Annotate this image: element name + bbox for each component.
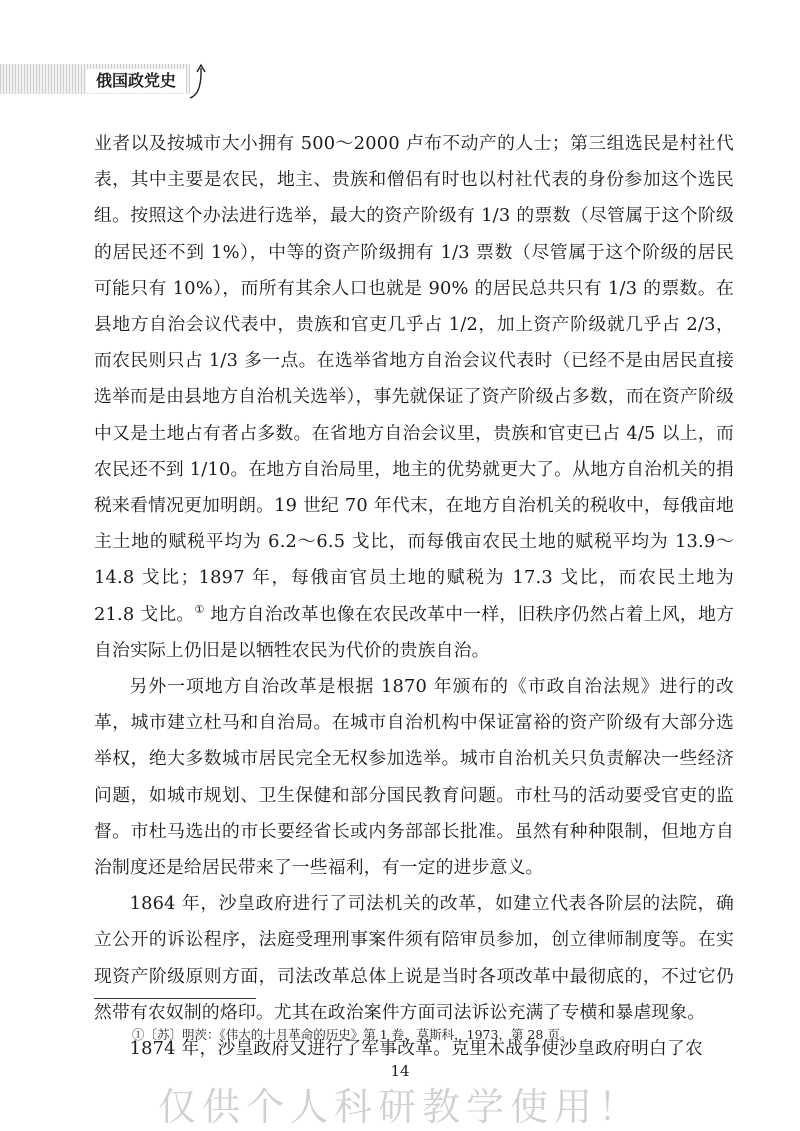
paragraph-1-text: 业者以及按城市大小拥有 500～2000 卢布不动产的人士；第三组选民是村社代表，其中主要是农民，地主、贵族和僧侣有时也以村社代表的身份参加这个选民组。按照这个办法进行选举，最大的资产阶级有 1/3 的票数（尽管属于这个阶级的居民还不到 1%），中等的资产阶级拥有 1/3 票数（尽管属于这个阶级的居民可能只有 10%），而所有其余人口也就是 90% 的居民总共只有 1/3 的票数。在县地方自治会议代表中，贵族和官吏几乎占 1/2，加上资产阶级就几乎占 2/3，而农民则只占 1/3 多一点。在选举省地方自治会议代表时（已经不是由居民直接选举而是由县地方自治机关选举），事先就保证了资产阶级占多数，而在资产阶级中又是土地占有者占多数。在省地方自治会议里，贵族和官吏已占 4/5 以上，而农民还不到 1/10。在地方自治局里，地主的优势就更大了。从地方自治机关的捐税来看情况更加明朗。19 世纪 70 年代末，在地方自治机关的税收中，每俄亩地主土地的赋税平均为 6.2～6.5 戈比，而每俄亩农民土地的赋税平均为 13.9～14.8 戈比；1897 年，每俄亩官员土地的赋税为 17.3 戈比，而农民土地为 21.8 戈比。 (94, 133, 734, 625)
footnote-marker: ① (194, 602, 205, 616)
footnote-divider (94, 998, 256, 999)
paragraph-3: 1864 年，沙皇政府进行了司法机关的改革，如建立代表各阶层的法院，确立公开的诉讼程序，法庭受理刑事案件须有陪审员参加，创立律师制度等。在实现资产阶级原则方面，司法改革总体上说是当时各项改革中最彻底的，不过它仍然带有农奴制的烙印。尤其在政治案件方面司法诉讼充满了专横和暴虐现象。 (94, 893, 734, 1023)
body-text (94, 126, 734, 1067)
paragraph-1 (94, 126, 734, 669)
footnote: ①〔苏〕明茨：《伟大的十月革命的历史》第 1 卷，莫斯科，1973，第 28 页。 (132, 1027, 573, 1042)
paragraph-4: 1874 年，沙皇政府又进行了军事改革。克里木战争使沙皇政府明白了农 (129, 1038, 703, 1060)
paragraph-2: 另外一项地方自治改革是根据 1870 年颁布的《市政自治法规》进行的改革，城市建立杜马和自治局。在城市自治机构中保证富裕的资产阶级有大部分选举权，绝大多数城市居民完全无权参加选举。城市自治机关只负责解决一些经济问题，如城市规划、卫生保健和部分国民教育问题。市杜马的活动要受官吏的监督。市杜马选出的市长要经省长或内务部部长批准。虽然有种种限制，但地方自治制度还是给居民带来了一些福利，有一定的进步意义。 (94, 676, 734, 879)
page-number: 14 (390, 1062, 410, 1080)
header-curve-decoration (188, 62, 210, 102)
watermark: 仅供个人科研教学使用！ (157, 1085, 642, 1129)
running-header-title: 俄国政党史 (86, 69, 186, 93)
paragraph-1-tail: 地方自治改革也像在农民改革中一样，旧秩序仍然占着上风，地方自治实际上仍旧是以牺牲农民为代价的贵族自治。 (94, 603, 735, 661)
